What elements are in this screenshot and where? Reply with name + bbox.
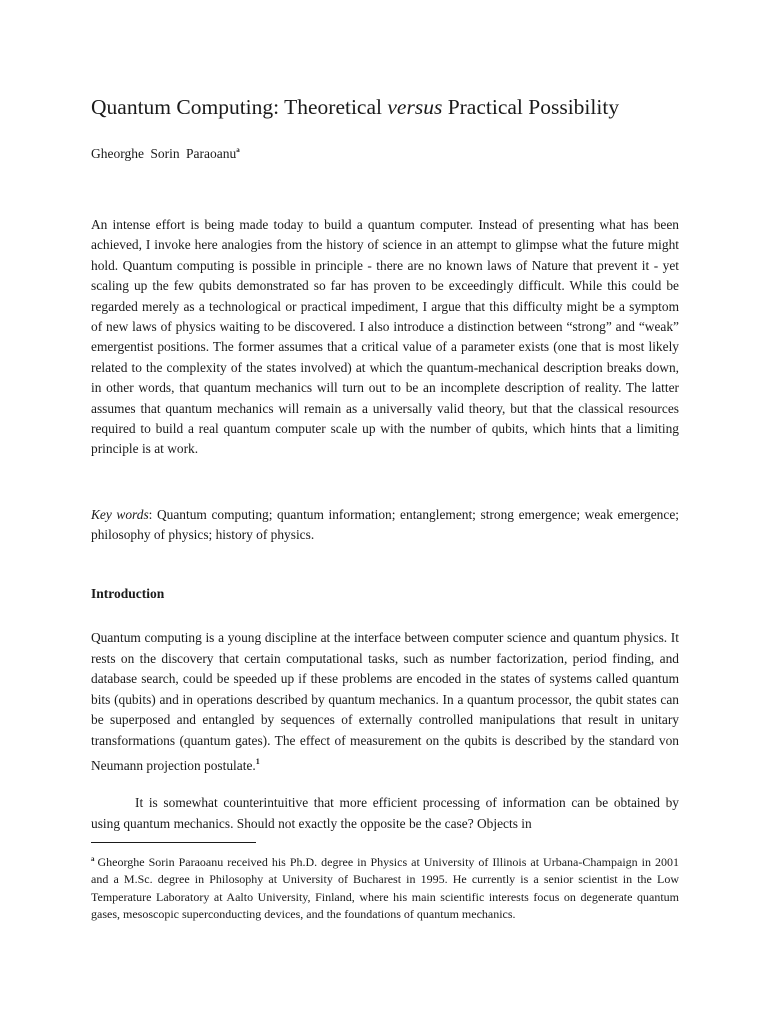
footnote-divider bbox=[91, 842, 256, 843]
title-part-1: Quantum Computing: Theoretical bbox=[91, 95, 388, 119]
footnote-text: Gheorghe Sorin Paraoanu received his Ph.D. degree in Physics at University of Illinois at Urbana-Champaign in 2001 and a M.Sc. degree in Philosophy at University of Bucharest in 1995. He currently is a senior scientist in the Low Temperature Laboratory at Aalto University, Finland, where his main scientific interests focus on degenerate quantum gases, mesoscopic superconducting devices, and the foundations of quantum mechanics. bbox=[91, 855, 679, 922]
author-footnote-mark: a bbox=[236, 146, 240, 154]
abstract-paragraph: An intense effort is being made today to build a quantum computer. Instead of presenting what has been achieved, I invoke here analogies from the history of science in an attempt to glimpse what the future might hold. Quantum computing is possible in principle - there are no known laws of Nature that prevent it - yet scaling up the few qubits demonstrated so far has proven to be exceedingly difficult. While this could be regarded merely as a technological or practical impediment, I argue that this difficulty might be a symptom of new laws of physics waiting to be discovered. I also introduce a distinction between “strong” and “weak” emergentist positions. The former assumes that a critical value of a parameter exists (one that is most likely related to the complexity of the states involved) at which the quantum-mechanical description breaks down, in other words, that quantum mechanics will turn out to be an incomplete description of reality. The latter assumes that quantum mechanics will remain as a universally valid theory, but that the classical resources required to build a real quantum computer scale up with the number of qubits, which hints that a limiting principle is at work. bbox=[91, 217, 679, 457]
title-part-2: Practical Possibility bbox=[442, 95, 620, 119]
footnote-mark: a bbox=[91, 855, 95, 863]
keywords-label: Key words bbox=[91, 507, 149, 522]
author-line bbox=[91, 146, 240, 162]
introduction-paragraph-1 bbox=[91, 628, 679, 776]
keywords-text: : Quantum computing; quantum information; entanglement; strong emergence; weak emergence; philosophy of physics; history of physics. bbox=[91, 507, 679, 543]
author-name: Gheorghe Sorin Paraoanu bbox=[91, 146, 237, 161]
introduction-paragraph-1-text: Quantum computing is a young discipline at the interface between computer science and quantum physics. It rests on the discovery that certain computational tasks, such as number factorization, period finding, and database search, could be speeded up if these problems are encoded in the states of systems called quantum bits (qubits) and in operations described by quantum mechanics. In a quantum processor, the qubit states can be superposed and entangled by sequences of externally controlled manipulations that result in unitary transformations (quantum gates). The effect of measurement on the qubits is described by the standard von Neumann projection postulate. bbox=[91, 630, 679, 773]
paper-title bbox=[91, 92, 711, 122]
keywords-paragraph bbox=[91, 505, 679, 546]
title-emphasis: versus bbox=[387, 95, 443, 119]
footnote bbox=[91, 851, 679, 924]
section-heading-introduction: Introduction bbox=[91, 586, 165, 601]
reference-mark: 1 bbox=[255, 756, 260, 766]
introduction-paragraph-2: It is somewhat counterintuitive that more efficient processing of information can be obtained by using quantum mechanics. Should not exactly the opposite be the case? Objects in bbox=[91, 795, 679, 831]
